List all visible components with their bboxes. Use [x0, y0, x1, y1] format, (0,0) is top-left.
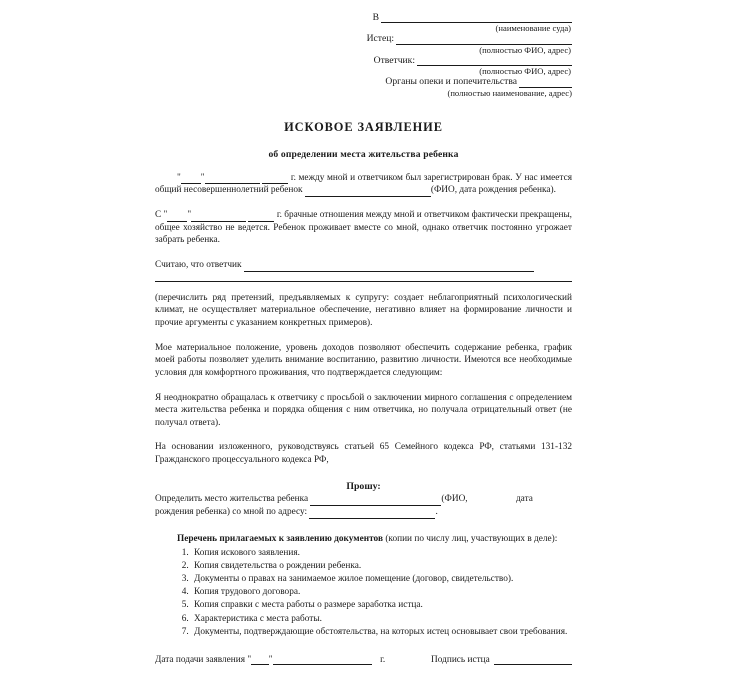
- guardianship-hint: (полностью наименование, адрес): [447, 87, 572, 98]
- quote-close-2: ": [187, 210, 192, 221]
- paragraph-legal-basis: На основании изложенного, руководствуясь статьей 65 Семейного кодекса РФ, статьями 131-132 Гражданского процессуального кодекса РФ,: [155, 442, 572, 466]
- request-line-2-period: .: [435, 506, 438, 517]
- request-line-1-date: дата: [515, 493, 533, 504]
- day-fill-1[interactable]: [181, 174, 201, 184]
- separation-text: г. брачные отношения между мной и ответчиком фактически прекращены, общее хозяйство не ведется. Ребенок проживает вместе со мной, однако ответчик постоянно угрожает забрать ребенка.: [155, 210, 573, 246]
- request-line-1-label: Определить место жительства ребенка: [155, 493, 309, 504]
- child-name-fill[interactable]: [305, 187, 431, 197]
- plaintiff-hint: (полностью ФИО, адрес): [479, 44, 571, 55]
- separation-prefix: С ": [155, 210, 168, 221]
- list-item: 6. Характеристика с места работы.: [191, 613, 572, 626]
- claim-label: Считаю, что ответчик: [155, 260, 242, 271]
- month-fill-2[interactable]: [191, 212, 246, 222]
- request-line-2: [155, 506, 572, 519]
- request-line-1: [155, 493, 572, 506]
- addressee-block: [155, 12, 572, 98]
- request-line-2-label: рождения ребенка) со мной по адресу:: [155, 506, 308, 517]
- year-fill-2[interactable]: [248, 212, 274, 222]
- court-hint: (наименование суда): [495, 23, 571, 34]
- request-heading: Прошу:: [346, 480, 381, 492]
- paragraph-claim-hint: (перечислить ряд претензий, предъявляемых к супругу: создает неблагоприятный психологический климат, не осуществляет материальное обеспечение, негативно влияет на формирование личности и прочие аргументы с указанием конкретных примеров).: [155, 292, 572, 328]
- day-fill-2[interactable]: [167, 212, 187, 222]
- month-fill-1[interactable]: [205, 174, 260, 184]
- signature-label: Подпись истца: [431, 654, 490, 665]
- quote-open-1: ": [177, 172, 181, 183]
- defendant-hint: (полностью ФИО, адрес): [479, 66, 571, 77]
- plaintiff-row: [155, 33, 572, 44]
- submission-day-fill[interactable]: [251, 655, 269, 665]
- paragraph-financial: Мое материальное положение, уровень доходов позволяют обеспечить содержание ребенка, график моей работы позволяет уделить внимание воспитанию, развитию личности. Имеются все необходимые условия для комфортного проживания, что подтверждается следующим:: [155, 342, 572, 378]
- attachments-heading-bold: Перечень прилагаемых к заявлению документов: [177, 533, 383, 544]
- court-row: [155, 12, 572, 23]
- list-item: 5. Копия справки с места работы о размере заработка истца.: [191, 599, 572, 612]
- year-fill-1[interactable]: [262, 174, 288, 184]
- defendant-fill-line[interactable]: [417, 55, 572, 66]
- request-address-fill[interactable]: [309, 506, 438, 519]
- plaintiff-label: Истец:: [366, 33, 394, 45]
- submission-date-label: Дата подачи заявления ": [155, 654, 252, 665]
- document-footer: [155, 655, 572, 665]
- guardianship-row: [155, 76, 572, 87]
- claim-fill-line[interactable]: [244, 262, 534, 272]
- signature-fill-line[interactable]: [494, 655, 572, 665]
- plaintiff-fill-line[interactable]: [396, 34, 572, 45]
- paragraph-marriage-text-a: г. между мной и ответчиком был зарегистрирован брак. У нас имеется общий несовершеннолетний ребенок: [155, 172, 572, 196]
- list-item: 4. Копия трудового договора.: [191, 586, 572, 599]
- defendant-row: [155, 55, 572, 66]
- paragraph-claim: [155, 259, 572, 272]
- guardianship-fill-line[interactable]: [519, 77, 572, 88]
- request-line-1-hint: (ФИО,: [441, 493, 468, 504]
- attachments-heading-normal: (копии по числу лиц, участвующих в деле):: [385, 533, 558, 544]
- court-label: В: [372, 12, 379, 23]
- list-item: 2. Копия свидетельства о рождении ребенка.: [191, 560, 572, 573]
- claim-underline-rule: [155, 281, 572, 282]
- court-fill-line[interactable]: [381, 12, 572, 23]
- list-item: 1. Копия искового заявления.: [191, 547, 572, 560]
- list-item: 3. Документы о правах на занимаемое жилое помещение (договор, свидетельство).: [191, 573, 572, 586]
- paragraph-marriage: [155, 172, 572, 197]
- page-subtitle: об определении места жительства ребенка: [268, 148, 459, 160]
- paragraph-marriage-text-c: дата рождения ребенка).: [459, 185, 556, 196]
- paragraph-marriage-text-b: (ФИО,: [430, 185, 458, 196]
- request-child-fill[interactable]: [310, 496, 441, 506]
- defendant-label: Ответчик:: [373, 54, 415, 66]
- submission-year-suffix: г.: [380, 654, 386, 665]
- submission-quote-close: ": [268, 654, 273, 665]
- quote-close-1: ": [200, 172, 205, 183]
- attachments-list: [155, 547, 572, 639]
- request-body: [155, 493, 572, 519]
- paragraph-separation: [155, 209, 572, 247]
- list-item: 7. Документы, подтверждающие обстоятельства, на которых истец основывает свои требования.: [191, 626, 572, 639]
- page-title: ИСКОВОЕ ЗАЯВЛЕНИЕ: [284, 119, 443, 134]
- submission-date-fill[interactable]: [273, 655, 373, 665]
- guardianship-label: Органы опеки и попечительства: [385, 76, 517, 88]
- attachments-heading: [155, 533, 572, 546]
- paragraph-negotiation: Я неоднократно обращалась к ответчику с просьбой о заключении мирного соглашения с определением места жительства ребенка и порядка общения с ним ответчика, но получала отрицательный ответ (не получал ответа).: [155, 392, 572, 428]
